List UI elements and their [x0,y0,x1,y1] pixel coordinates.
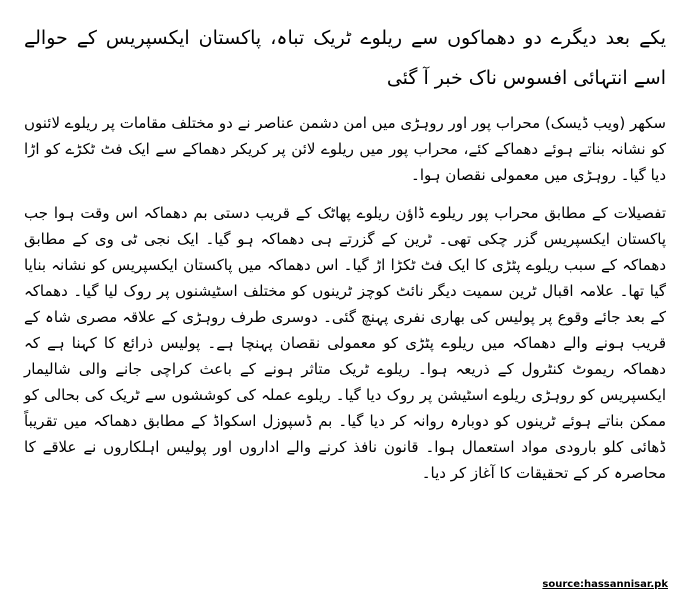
article-headline: یکے بعد دیگرے دو دھماکوں سے ریلوے ٹریک تباہ، پاکستان ایکسپریس کے حوالے اسے انتہائی افسوس ناک خبر آ گئی [24,27,666,89]
article-paragraph-details: تفصیلات کے مطابق محراب پور ریلوے ڈاؤن ریلوے پھاٹک کے قریب دستی بم دھماکہ اس وقت ہوا جب پاکستان ایکسپریس گزر چکی تھی۔ ٹرین کے گزرتے ہی دھماکہ ہو گیا۔ ایک نجی ٹی وی کے مطابق دھماکہ کے سبب ریلوے پٹڑی کا ایک فٹ ٹکڑا اڑ گیا۔ اس دھماکہ میں پاکستان ایکسپریس کو نشانہ بنایا گیا تھا۔ علامہ اقبال ٹرین سمیت دیگر نائٹ کوچز ٹرینوں کو مختلف اسٹیشنوں پر روک لیا گیا۔ دھماکہ کے بعد جائے وقوع پر پولیس کی بھاری نفری پہنچ گئی۔ دوسری طرف روہڑی کے علاقہ مصری شاہ کے قریب ہونے والے دھماکہ میں ریلوے پٹڑی کو معمولی نقصان پہنچا ہے۔ پولیس ذرائع کا کہنا ہے کہ دھماکہ ریموٹ کنٹرول کے ذریعہ ہوا۔ ریلوے ٹریک متاثر ہونے کے باعث کراچی جانے والی شالیمار ایکسپریس کو روہڑی ریلوے اسٹیشن پر روک دیا گیا۔ ریلوے عملہ کی کوششوں سے ٹریک کی بحالی کو ممکن بناتے ہوئے ٹرینوں کو دوبارہ روانہ کر دیا گیا۔ بم ڈسپوزل اسکواڈ کے مطابق دھماکہ میں تقریباً ڈھائی کلو بارودی مواد استعمال ہوا۔ قانون نافذ کرنے والے اداروں اور پولیس اہلکاروں نے علاقے کا محاصرہ کر کے تحقیقات کا آغاز کر دیا۔ [24,204,666,482]
source-credit: source:hassannisar.pk [542,579,668,590]
article-paragraph-intro: سکھر (ویب ڈیسک) محراب پور اور روہڑی میں امن دشمن عناصر نے دو مختلف مقامات پر ریلوے لائنوں کو نشانہ بناتے ہوئے دھماکے کئے، محراب پور میں ریلوے لائن پر کریکر دھماکے سے ایک فٹ ٹکڑے کو اڑا دیا گیا۔ روہڑی میں معمولی نقصان ہوا۔ [24,114,666,184]
article [24,18,666,498]
